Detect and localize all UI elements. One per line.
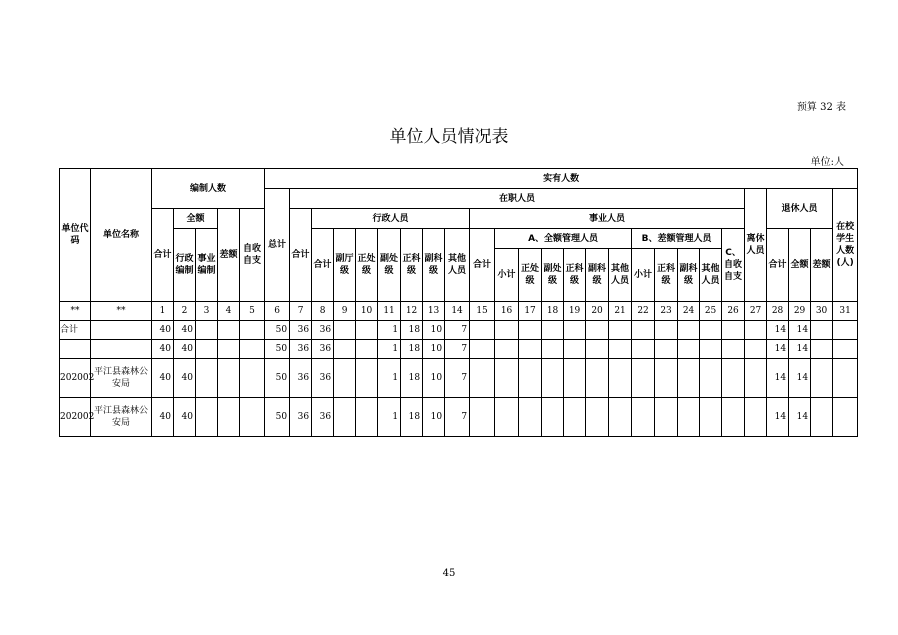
value-cell — [356, 398, 378, 437]
value-cell — [218, 359, 240, 398]
header-zongji: 总计 — [265, 189, 290, 302]
value-cell — [334, 359, 356, 398]
page-number: 45 — [442, 568, 456, 579]
value-cell — [495, 321, 519, 340]
value-cell — [218, 321, 240, 340]
value-cell: 10 — [423, 398, 445, 437]
value-cell — [542, 340, 564, 359]
column-number-cell: 8 — [312, 302, 334, 321]
column-number-cell: 26 — [722, 302, 745, 321]
column-number-cell: 9 — [334, 302, 356, 321]
unit-code-cell: 202002 — [60, 359, 91, 398]
value-cell: 36 — [290, 340, 312, 359]
value-cell — [240, 340, 265, 359]
header-shiye-bianzhi: 事业编制 — [196, 229, 218, 302]
value-cell — [196, 340, 218, 359]
value-cell — [356, 359, 378, 398]
value-cell: 18 — [401, 321, 423, 340]
value-cell — [811, 359, 833, 398]
column-number-cell: 13 — [423, 302, 445, 321]
column-number-row — [60, 302, 858, 321]
column-number-cell: 2 — [174, 302, 196, 321]
header-a-subtotal: 小计 — [495, 249, 519, 302]
header-chae: 差额 — [218, 209, 240, 302]
unit-label: 单位:人 — [810, 157, 844, 168]
value-cell — [586, 359, 609, 398]
value-cell: 50 — [265, 321, 290, 340]
column-number-cell: 14 — [445, 302, 470, 321]
value-cell: 40 — [152, 359, 174, 398]
unit-name-cell: 平江县森林公安局 — [91, 359, 152, 398]
header-inservice-total: 合计 — [290, 209, 312, 302]
column-number-cell: 10 — [356, 302, 378, 321]
column-number-cell: 27 — [745, 302, 767, 321]
value-cell — [609, 359, 632, 398]
table-row — [60, 340, 858, 359]
column-number-cell: 1 — [152, 302, 174, 321]
column-number-cell: 3 — [196, 302, 218, 321]
value-cell: 40 — [152, 340, 174, 359]
column-number-cell: 18 — [542, 302, 564, 321]
value-cell — [700, 398, 722, 437]
header-admin-staff: 行政人员 — [312, 209, 470, 229]
column-number-cell: 19 — [564, 302, 586, 321]
value-cell — [632, 359, 655, 398]
column-number-cell: 7 — [290, 302, 312, 321]
value-cell — [811, 398, 833, 437]
column-number-cell: 24 — [678, 302, 700, 321]
column-number-cell: 5 — [240, 302, 265, 321]
table-row — [60, 359, 858, 398]
value-cell — [495, 359, 519, 398]
value-cell — [586, 398, 609, 437]
value-cell — [564, 340, 586, 359]
header-unit-code: 单位代码 — [60, 169, 91, 302]
value-cell: 14 — [789, 359, 811, 398]
value-cell: 14 — [789, 398, 811, 437]
table-row — [60, 398, 858, 437]
header-a-other: 其他人员 — [609, 249, 632, 302]
value-cell — [700, 321, 722, 340]
header-retired: 退休人员 — [767, 189, 833, 229]
personnel-table — [59, 168, 858, 437]
value-cell: 36 — [290, 359, 312, 398]
value-cell — [564, 398, 586, 437]
value-cell: 40 — [152, 398, 174, 437]
value-cell — [196, 359, 218, 398]
unit-name-cell: 平江县森林公安局 — [91, 398, 152, 437]
column-number-cell: 15 — [470, 302, 495, 321]
value-cell: 10 — [423, 340, 445, 359]
value-cell — [655, 398, 678, 437]
value-cell — [609, 321, 632, 340]
value-cell — [240, 398, 265, 437]
header-futing: 副厅级 — [334, 229, 356, 302]
value-cell — [470, 359, 495, 398]
value-cell — [745, 398, 767, 437]
value-cell — [811, 321, 833, 340]
header-b-fuke: 副科级 — [678, 249, 700, 302]
value-cell — [632, 398, 655, 437]
value-cell — [655, 359, 678, 398]
value-cell: 18 — [401, 340, 423, 359]
value-cell — [542, 398, 564, 437]
column-number-cell: 4 — [218, 302, 240, 321]
unit-code-cell: 合计 — [60, 321, 91, 340]
value-cell — [218, 398, 240, 437]
value-cell — [700, 359, 722, 398]
value-cell: 40 — [174, 340, 196, 359]
column-number-cell: 16 — [495, 302, 519, 321]
header-inst-staff: 事业人员 — [470, 209, 745, 229]
value-cell: 14 — [767, 398, 789, 437]
value-cell — [470, 398, 495, 437]
header-students: 在校学生人数(人) — [833, 189, 858, 302]
value-cell — [632, 340, 655, 359]
unit-name-cell — [91, 321, 152, 340]
value-cell — [542, 359, 564, 398]
value-cell: 14 — [789, 321, 811, 340]
value-cell: 7 — [445, 321, 470, 340]
value-cell — [240, 359, 265, 398]
value-cell: 7 — [445, 398, 470, 437]
header-in-service: 在职人员 — [290, 189, 745, 209]
value-cell — [833, 321, 858, 340]
header-a-fuchu: 副处级 — [542, 249, 564, 302]
value-cell: 10 — [423, 359, 445, 398]
value-cell — [586, 340, 609, 359]
header-retired-chae: 差额 — [811, 229, 833, 302]
page-title: 单位人员情况表 — [389, 127, 509, 147]
value-cell — [609, 398, 632, 437]
column-number-cell: 30 — [811, 302, 833, 321]
column-number-cell: 29 — [789, 302, 811, 321]
value-cell — [356, 321, 378, 340]
value-cell — [586, 321, 609, 340]
value-cell: 40 — [152, 321, 174, 340]
header-b-zhengke: 正科级 — [655, 249, 678, 302]
value-cell: 1 — [378, 321, 401, 340]
value-cell: 50 — [265, 340, 290, 359]
value-cell: 36 — [290, 398, 312, 437]
value-cell — [722, 340, 745, 359]
header-xingzheng-bianzhi: 行政编制 — [174, 229, 196, 302]
value-cell: 7 — [445, 359, 470, 398]
value-cell: 14 — [767, 321, 789, 340]
value-cell — [678, 398, 700, 437]
header-zishou: 自收自支 — [240, 209, 265, 302]
value-cell — [700, 340, 722, 359]
header-full-amount: 全额 — [174, 209, 218, 229]
unit-code-cell — [60, 340, 91, 359]
value-cell: 18 — [401, 398, 423, 437]
value-cell — [811, 340, 833, 359]
header-a-zhengchu: 正处级 — [519, 249, 542, 302]
value-cell — [632, 321, 655, 340]
value-cell: 18 — [401, 359, 423, 398]
value-cell — [678, 340, 700, 359]
column-number-cell: 31 — [833, 302, 858, 321]
value-cell: 40 — [174, 398, 196, 437]
value-cell: 40 — [174, 321, 196, 340]
header-actual: 实有人数 — [265, 169, 858, 189]
value-cell — [470, 340, 495, 359]
value-cell — [722, 321, 745, 340]
form-number: 预算 32 表 — [796, 102, 846, 113]
value-cell — [196, 398, 218, 437]
value-cell — [495, 398, 519, 437]
value-cell: 7 — [445, 340, 470, 359]
header-admin-fuke: 副科级 — [423, 229, 445, 302]
value-cell — [655, 340, 678, 359]
value-cell — [678, 321, 700, 340]
header-admin-other: 其他人员 — [445, 229, 470, 302]
value-cell: 50 — [265, 359, 290, 398]
value-cell — [356, 340, 378, 359]
header-retired-total: 合计 — [767, 229, 789, 302]
value-cell: 50 — [265, 398, 290, 437]
value-cell — [609, 340, 632, 359]
header-c-self: C、自收自支 — [722, 229, 745, 302]
value-cell — [218, 340, 240, 359]
value-cell: 36 — [312, 359, 334, 398]
column-number-cell: 25 — [700, 302, 722, 321]
header-admin-fuchu: 副处级 — [378, 229, 401, 302]
value-cell: 1 — [378, 398, 401, 437]
column-number-cell: 11 — [378, 302, 401, 321]
value-cell: 36 — [312, 398, 334, 437]
header-a-zhengke: 正科级 — [564, 249, 586, 302]
value-cell: 10 — [423, 321, 445, 340]
value-cell — [745, 321, 767, 340]
value-cell: 14 — [767, 359, 789, 398]
value-cell: 40 — [174, 359, 196, 398]
header-admin-zhengchu: 正处级 — [356, 229, 378, 302]
column-number-cell: ** — [91, 302, 152, 321]
header-b-diff-mgmt: B、差额管理人员 — [632, 229, 722, 249]
column-number-cell: 21 — [609, 302, 632, 321]
column-number-cell: 22 — [632, 302, 655, 321]
value-cell — [519, 340, 542, 359]
value-cell — [519, 359, 542, 398]
value-cell: 1 — [378, 340, 401, 359]
value-cell — [519, 398, 542, 437]
value-cell — [745, 359, 767, 398]
value-cell — [334, 340, 356, 359]
value-cell — [745, 340, 767, 359]
header-a-fuke: 副科级 — [586, 249, 609, 302]
value-cell: 36 — [312, 321, 334, 340]
value-cell: 14 — [767, 340, 789, 359]
value-cell — [334, 398, 356, 437]
header-a-full-mgmt: A、全额管理人员 — [495, 229, 632, 249]
header-staffing-total: 合计 — [152, 209, 174, 302]
column-number-cell: 23 — [655, 302, 678, 321]
value-cell: 1 — [378, 359, 401, 398]
value-cell — [196, 321, 218, 340]
header-admin-zhengke: 正科级 — [401, 229, 423, 302]
header-lixiu: 离休人员 — [745, 189, 767, 302]
unit-code-cell: 202002 — [60, 398, 91, 437]
column-number-cell: ** — [60, 302, 91, 321]
unit-name-cell — [91, 340, 152, 359]
column-number-cell: 6 — [265, 302, 290, 321]
value-cell — [564, 321, 586, 340]
value-cell — [240, 321, 265, 340]
header-b-subtotal: 小计 — [632, 249, 655, 302]
value-cell — [678, 359, 700, 398]
value-cell: 36 — [312, 340, 334, 359]
value-cell — [833, 359, 858, 398]
value-cell — [833, 340, 858, 359]
value-cell — [722, 398, 745, 437]
header-b-other: 其他人员 — [700, 249, 722, 302]
header-unit-name: 单位名称 — [91, 169, 152, 302]
header-admin-total: 合计 — [312, 229, 334, 302]
table-row — [60, 321, 858, 340]
value-cell — [564, 359, 586, 398]
value-cell — [334, 321, 356, 340]
header-staffing: 编制人数 — [152, 169, 265, 209]
column-number-cell: 20 — [586, 302, 609, 321]
value-cell — [519, 321, 542, 340]
header-retired-quane: 全额 — [789, 229, 811, 302]
value-cell — [542, 321, 564, 340]
column-number-cell: 17 — [519, 302, 542, 321]
value-cell: 14 — [789, 340, 811, 359]
value-cell: 36 — [290, 321, 312, 340]
value-cell — [722, 359, 745, 398]
value-cell — [655, 321, 678, 340]
value-cell — [833, 398, 858, 437]
value-cell — [495, 340, 519, 359]
column-number-cell: 28 — [767, 302, 789, 321]
column-number-cell: 12 — [401, 302, 423, 321]
header-inst-total: 合计 — [470, 229, 495, 302]
value-cell — [470, 321, 495, 340]
